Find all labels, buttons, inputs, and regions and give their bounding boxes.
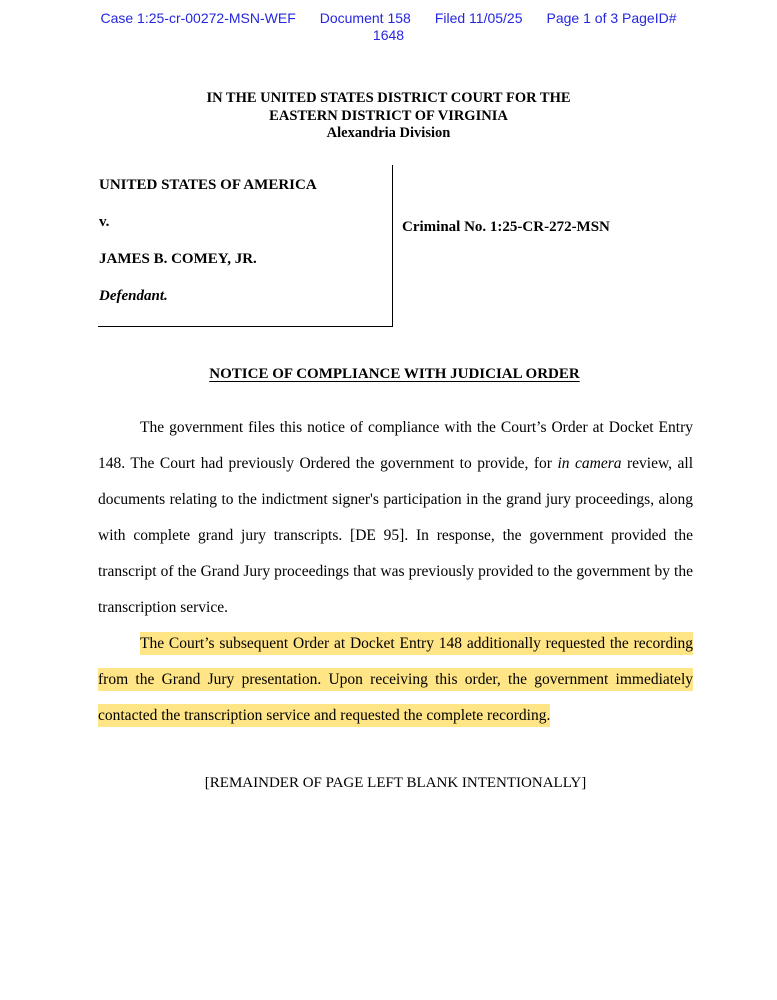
plaintiff-name: UNITED STATES OF AMERICA — [99, 176, 317, 193]
court-name-line1: IN THE UNITED STATES DISTRICT COURT FOR THE — [206, 90, 571, 106]
document-title: NOTICE OF COMPLIANCE WITH JUDICIAL ORDER — [209, 365, 580, 382]
case-caption — [98, 165, 691, 327]
paragraph-1-text-continued: review, all documents relating to the indictment signer's participation in the grand jury proceedings, along with complete grand jury transcripts. [DE 95]. In response, the government provided the transcript of the Grand Jury proceedings that was previously provided to the government by the transcription service. — [98, 454, 693, 616]
versus-abbreviation: v. — [99, 213, 110, 230]
criminal-case-number: Criminal No. 1:25-CR-272-MSN — [402, 218, 610, 235]
stamp-pageid-number: 1648 — [372, 27, 405, 43]
highlighted-text: The Court’s subsequent Order at Docket Entry 148 additionally requested the recording from the Grand Jury presentation. Upon receiving this order, the government immediately contacted the transcription service and requested the complete recording. — [98, 632, 693, 727]
paragraph-1 — [98, 410, 693, 626]
defendant-label: Defendant. — [99, 287, 168, 304]
stamp-case-id: Case 1:25-cr-00272-MSN-WEF — [100, 10, 296, 26]
stamp-filed-date: Filed 11/05/25 — [434, 10, 523, 26]
stamp-line-1 — [0, 10, 777, 26]
stamp-document-number: Document 158 — [319, 10, 411, 26]
document-body — [98, 410, 693, 792]
defendant-name: JAMES B. COMEY, JR. — [99, 250, 257, 267]
remainder-of-page-note: [REMAINDER OF PAGE LEFT BLANK INTENTIONALLY] — [204, 774, 587, 791]
paragraph-2 — [98, 626, 693, 734]
court-heading — [0, 90, 777, 143]
court-division: Alexandria Division — [326, 125, 451, 141]
caption-box — [98, 165, 393, 327]
cmecf-header-stamp — [0, 0, 777, 43]
latin-term-in-camera: in camera — [557, 454, 622, 472]
paragraph-1-text: The government files this notice of compliance with the Court’s Order at Docket Entry 148. The Court had previously Ordered the government to provide, for — [98, 418, 693, 472]
court-name-line2: EASTERN DISTRICT OF VIRGINIA — [269, 107, 508, 124]
stamp-page-info: Page 1 of 3 PageID# — [546, 10, 677, 26]
